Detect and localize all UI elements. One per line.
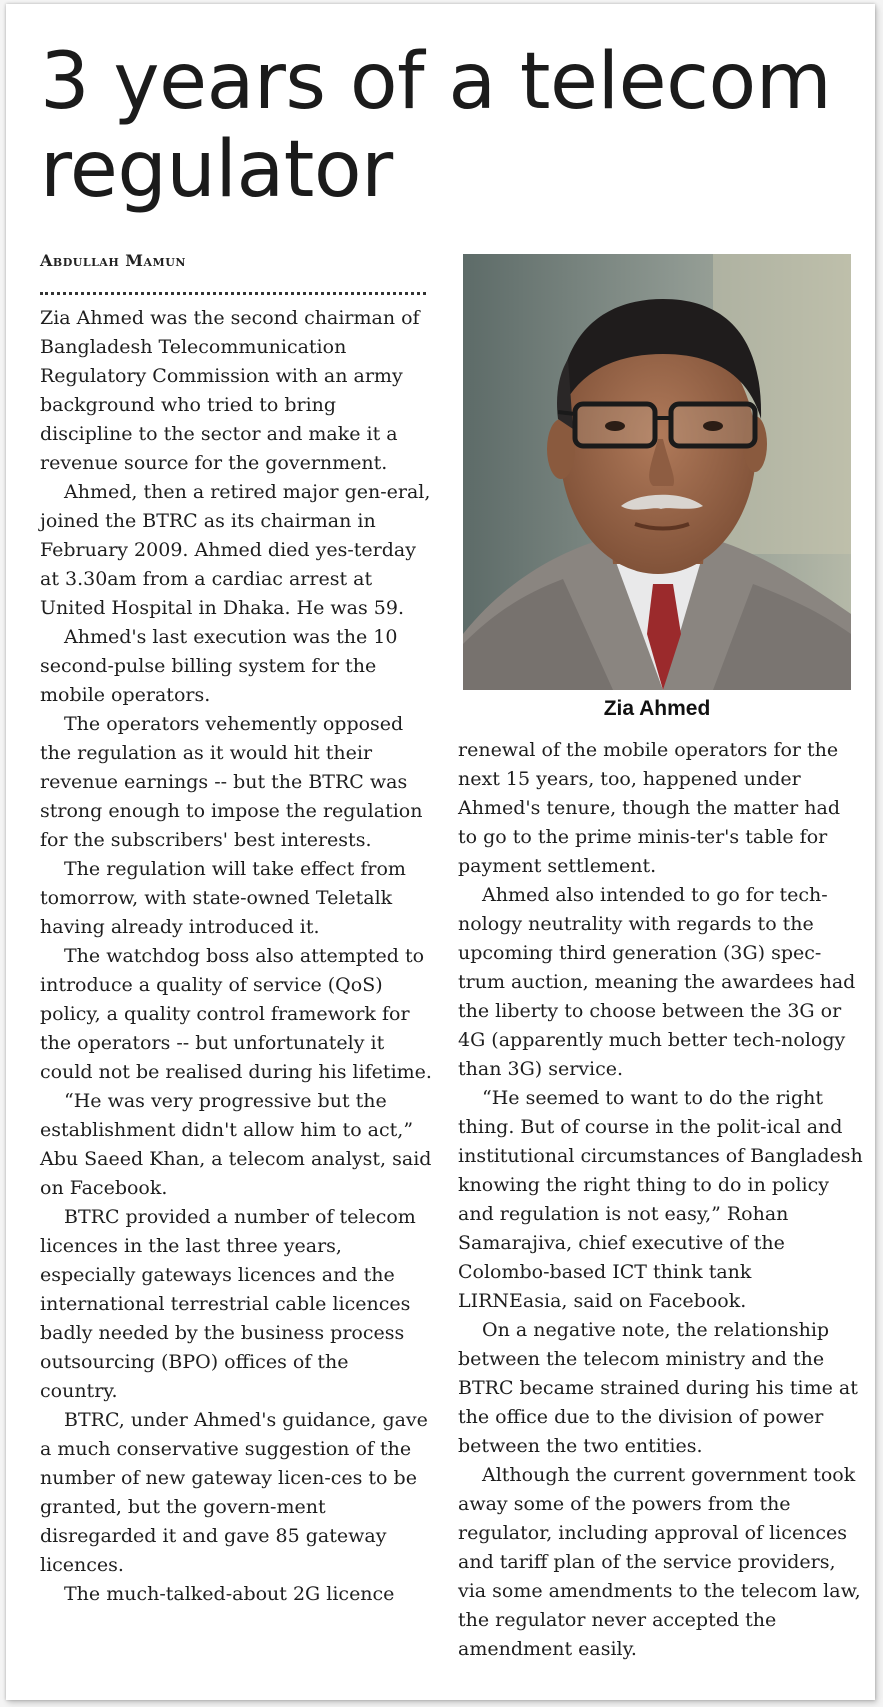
paragraph: Ahmed also intended to go for tech-nology neutrality with regards to the upcoming third generation (3G) spec-trum auction, meaning the awardees had the liberty to choose between the 3G or 4G (apparently much better tech-nology than 3G) service. xyxy=(458,884,856,1080)
article-column-1 xyxy=(40,304,432,1609)
paragraph: The regulation will take effect from tomorrow, with state-owned Teletalk having already introduced it. xyxy=(40,858,406,938)
paragraph: BTRC, under Ahmed's guidance, gave a much conservative suggestion of the number of new gateway licen-ces to be granted, but the govern-ment disregarded it and gave 85 gateway licences. xyxy=(40,1409,428,1576)
paragraph: Although the current government took away some of the powers from the regulator, including approval of licences and tariff plan of the service providers, via some amendments to the telecom law, the regulator never accepted the amendment easily. xyxy=(458,1464,861,1660)
paragraph: “He seemed to want to do the right thing. But of course in the polit-ical and institutional circumstances of Bangladesh knowing the right thing to do in policy and regulation is not easy,” Rohan Samarajiva, chief executive of the Colombo-based ICT think tank LIRNEasia, said on Facebook. xyxy=(458,1087,863,1312)
photo-caption: Zia Ahmed xyxy=(603,697,711,720)
paragraph: BTRC provided a number of telecom licences in the last three years, especially gateways licences and the international terrestrial cable licences badly needed by the business process outsourcing (BPO) offices of the country. xyxy=(40,1206,416,1402)
paragraph: On a negative note, the relationship between the telecom ministry and the BTRC became strained during his time at the office due to the division of power between the two entities. xyxy=(458,1319,858,1457)
paragraph: The operators vehemently opposed the regulation as it would hit their revenue earnings -- but the BTRC was strong enough to impose the regulation for the subscribers' best interests. xyxy=(40,713,423,851)
byline-divider xyxy=(40,292,426,295)
paragraph: renewal of the mobile operators for the next 15 years, too, happened under Ahmed's tenure, though the matter had to go to the prime minis-ter's table for payment settlement. xyxy=(458,739,841,877)
headline: 3 years of a telecom regulator xyxy=(40,37,832,215)
paragraph: Ahmed, then a retired major gen-eral, joined the BTRC as its chairman in February 2009. Ahmed died yes-terday at 3.30am from a cardiac arrest at United Hospital in Dhaka. He was 59. xyxy=(40,481,431,619)
paragraph: Ahmed's last execution was the 10 second-pulse billing system for the mobile operators. xyxy=(40,626,398,706)
newspaper-clipping xyxy=(6,4,875,1700)
byline: Abdullah Mamun xyxy=(40,251,186,270)
paragraph: The much-talked-about 2G licence xyxy=(64,1583,395,1605)
paragraph: The watchdog boss also attempted to introduce a quality of service (QoS) policy, a quality control framework for the operators -- but unfortunately it could not be realised during his lifetime. xyxy=(40,945,432,1083)
paragraph: “He was very progressive but the establishment didn't allow him to act,” Abu Saeed Khan, a telecom analyst, said on Facebook. xyxy=(40,1090,432,1199)
portrait-photo xyxy=(463,254,851,690)
paragraph: Zia Ahmed was the second chairman of Bangladesh Telecommunication Regulatory Commission with an army background who tried to bring discipline to the sector and make it a revenue source for the government. xyxy=(40,307,420,474)
article-column-2 xyxy=(458,736,863,1664)
